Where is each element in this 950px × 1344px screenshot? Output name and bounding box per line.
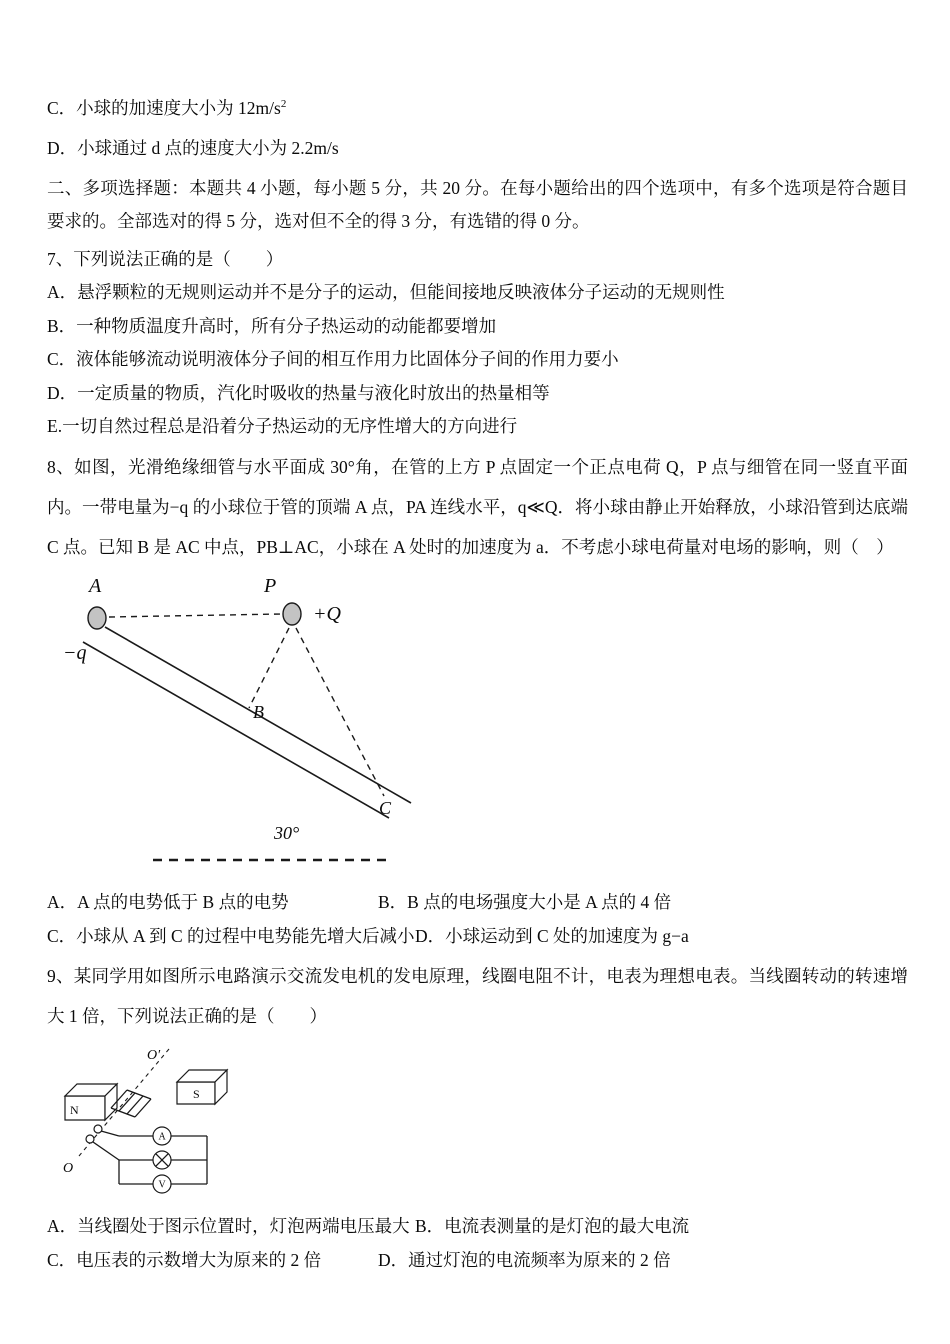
q8-option-a: A．A 点的电势低于 B 点的电势 [47, 891, 289, 912]
q8-option-d: D．小球运动到 C 处的加速度为 g−a [415, 925, 689, 946]
q7-option-a: A．悬浮颗粒的无规则运动并不是分子的运动，但能间接地反映液体分子运动的无规则性 [47, 282, 725, 302]
q8-stem: 8、如图，光滑绝缘细管与水平面成 30°角，在管的上方 P 点固定一个正点电荷 Q，P 点与细管在同一竖直平面内。一带电量为−q 的小球位于管的顶端 A 点，PA 连线水平，q≪Q．将小球由静止开始释放，小球沿管到达底端 C 点。已知 B 是 AC 中点，PB⊥AC，小球在 A 处时的加速度为 a．不考虑小球电荷量对电场的影响，则（ ） [47, 456, 908, 557]
q8-figure [47, 571, 908, 877]
label-O: O [63, 1160, 74, 1176]
slip-rings [86, 1125, 102, 1143]
ammeter [153, 1127, 171, 1145]
prev-option-c [47, 92, 908, 125]
circuit-wires [93, 1131, 207, 1184]
prev-option-c-superscript: 2 [280, 98, 287, 111]
q7-option-e: E.一切自然过程总是沿着分子热运动的无序性增大的方向进行 [47, 416, 518, 436]
magnet-S [177, 1070, 227, 1104]
q8-option-c: C．小球从 A 到 C 的过程中电势能先增大后减小 [47, 925, 415, 946]
q9-generator-diagram [57, 1044, 262, 1199]
label-ammeter: A [158, 1131, 166, 1142]
q9-option-a: A．当线圈处于图示位置时，灯泡两端电压最大 [47, 1215, 410, 1236]
voltmeter [153, 1175, 171, 1193]
q8-diagram-lines [83, 614, 411, 860]
q7-option-c: C．液体能够流动说明液体分子间的相互作用力比固体分子间的作用力要小 [47, 349, 619, 369]
label-angle-30: 30° [274, 822, 300, 843]
label-point-P: P [264, 574, 277, 597]
q9-option-c: C．电压表的示数增大为原来的 2 倍 [47, 1249, 322, 1270]
charge-ball-plus-q [283, 603, 301, 625]
label-O-prime: O′ [147, 1047, 161, 1063]
label-charge-minus-q: −q [63, 641, 87, 664]
q7-option-d: D．一定质量的物质，汽化时吸收的热量与液化时放出的热量相等 [47, 382, 550, 403]
q9-options-row-2 [47, 1243, 908, 1277]
q8-options-row-1 [47, 885, 908, 919]
q9-figure [47, 1044, 908, 1199]
section-2-header: 二、多项选择题：本题共 4 小题，每小题 5 分，共 20 分。在每小题给出的四个选项中，有多个选项是符合题目要求的。全部选对的得 5 分，选对但不全的得 3 分，有选错的得 0 分。 [47, 178, 908, 231]
label-point-C: C [379, 797, 392, 818]
q9-stem: 9、某同学用如图所示电路演示交流发电机的发电原理，线圈电阻不计，电表为理想电表。当线圈转动的转速增大 1 倍，下列说法正确的是（ ） [47, 965, 908, 1026]
label-point-A: A [89, 574, 102, 597]
q8-diagram-balls [88, 603, 301, 629]
label-voltmeter: V [158, 1179, 166, 1190]
q7-stem: 7、下列说法正确的是（ ） [47, 249, 284, 269]
q8-options-row-2 [47, 919, 908, 953]
lamp [153, 1151, 171, 1169]
charge-ball-minus-q [88, 607, 106, 629]
label-point-B: B [253, 701, 264, 722]
q9-option-b: B．电流表测量的是灯泡的最大电流 [415, 1215, 690, 1236]
prev-option-c-text: C．小球的加速度大小为 12m/s [47, 98, 281, 118]
label-N: N [70, 1102, 79, 1117]
q7-options [47, 276, 908, 444]
magnet-N [65, 1084, 117, 1120]
q7-option-b: B．一种物质温度升高时，所有分子热运动的动能都要增加 [47, 315, 497, 336]
label-charge-plus-Q: +Q [313, 602, 341, 625]
q8-option-b: B．B 点的电场强度大小是 A 点的 4 倍 [378, 891, 672, 912]
label-S: S [193, 1086, 200, 1101]
prev-option-d: D．小球通过 d 点的速度大小为 2.2m/s [47, 138, 339, 158]
q9-options-row-1 [47, 1209, 908, 1243]
q9-option-d: D．通过灯泡的电流频率为原来的 2 倍 [378, 1249, 671, 1270]
q8-incline-diagram [53, 571, 483, 877]
